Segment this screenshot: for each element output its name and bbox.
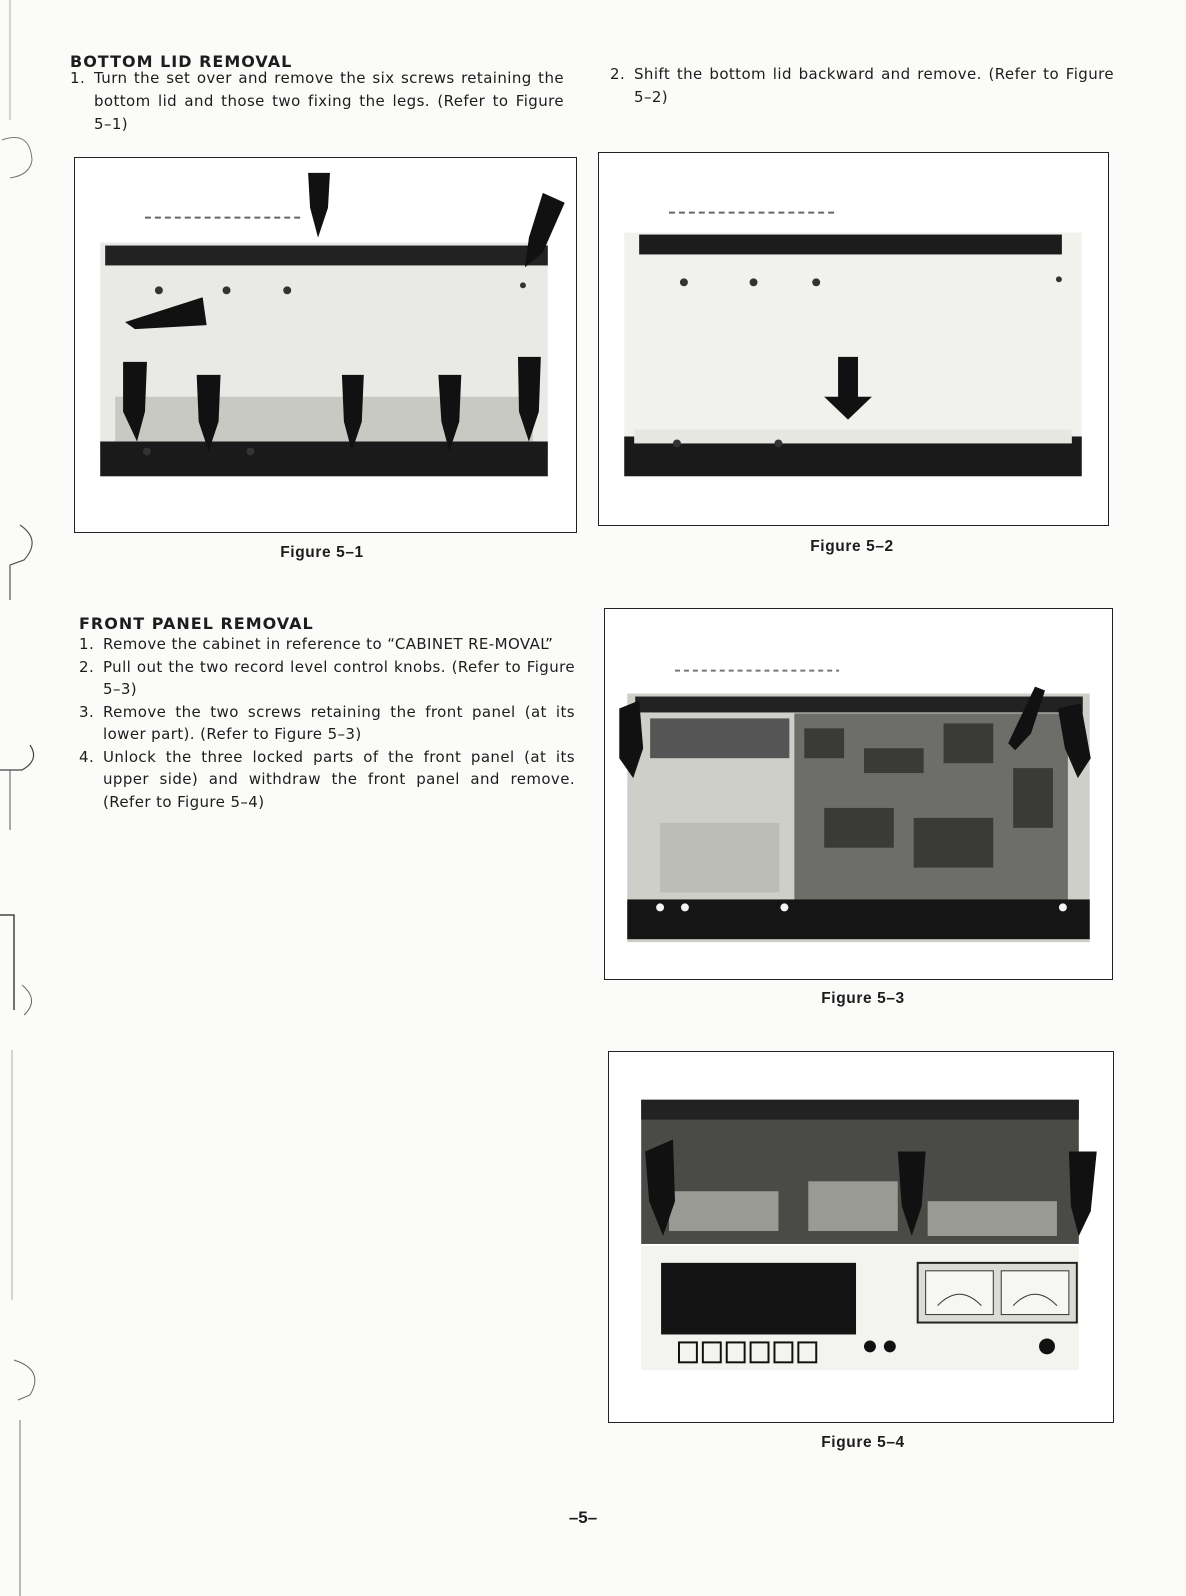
step-number: 1. [70, 69, 86, 87]
bottom-lid-steps-right [610, 63, 1114, 109]
step-number: 2. [79, 657, 95, 676]
figure-5-1-photo [74, 157, 577, 533]
step-number: 2. [610, 65, 626, 83]
step-item [79, 633, 575, 656]
step-item [79, 701, 575, 746]
step-number: 1. [79, 635, 95, 653]
bottom-lid-steps-left [70, 67, 564, 136]
front-panel-screws-illustration [605, 609, 1112, 979]
step-number: 4. [79, 747, 95, 766]
section-title-front-panel: FRONT PANEL REMOVAL [79, 614, 314, 633]
figure-5-3-caption: Figure 5–3 [821, 990, 905, 1007]
step-item [70, 67, 564, 136]
figure-5-4-photo [608, 1051, 1114, 1423]
step-text: Remove the cabinet in reference to “CABINET RE-MOVAL” [103, 635, 554, 653]
step-item [79, 746, 575, 814]
section-title-bottom-lid: BOTTOM LID REMOVAL [70, 52, 293, 71]
step-text: Unlock the three locked parts of the front panel (at its upper side) and withdraw the front panel and remove. (Refer to Figure 5–4) [103, 747, 575, 811]
front-panel-steps [79, 633, 575, 813]
step-item [79, 656, 575, 701]
step-item [610, 63, 1114, 109]
front-panel-unlock-illustration [609, 1052, 1113, 1422]
figure-5-4-caption: Figure 5–4 [821, 1434, 905, 1451]
step-text: Pull out the two record level control knobs. (Refer to Figure 5–3) [103, 657, 575, 698]
figure-5-2-caption: Figure 5–2 [810, 538, 894, 555]
step-text: Remove the two screws retaining the front panel (at its lower part). (Refer to Figure 5–3) [103, 702, 575, 743]
page-number: –5– [568, 1508, 598, 1527]
bottom-lid-screws-illustration [75, 158, 576, 532]
figure-5-2-photo [598, 152, 1109, 526]
step-text: Shift the bottom lid backward and remove. (Refer to Figure 5–2) [634, 65, 1114, 106]
bottom-lid-slide-illustration [599, 153, 1108, 525]
figure-5-3-photo [604, 608, 1113, 980]
step-text: Turn the set over and remove the six screws retaining the bottom lid and those two fixing the legs. (Refer to Figure 5–1) [94, 69, 564, 133]
figure-5-1-caption: Figure 5–1 [280, 544, 364, 561]
binder-hole-marks [0, 0, 40, 1596]
step-number: 3. [79, 702, 95, 721]
